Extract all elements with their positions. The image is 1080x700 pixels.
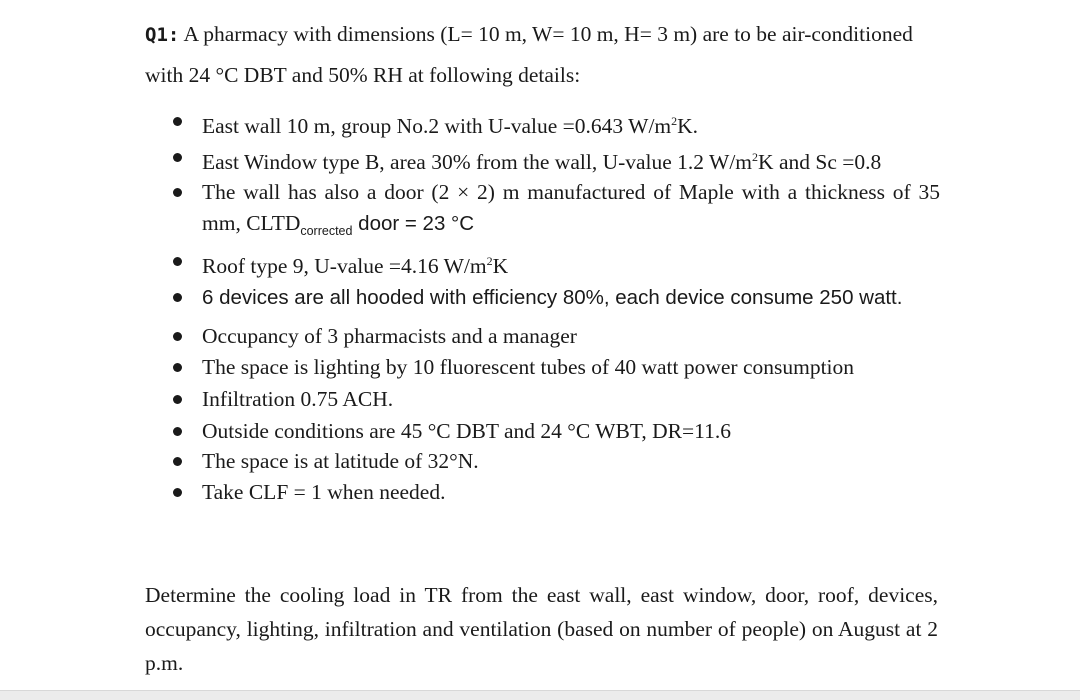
roof-text: Roof type 9, U-value =4.16 W/m [202, 254, 487, 278]
bullet-icon [173, 117, 182, 126]
bullet-icon [173, 257, 182, 266]
bullet-icon [173, 332, 182, 341]
roof-exponent: 2 [486, 254, 493, 268]
bullet-icon [173, 188, 182, 197]
bullet-icon [173, 488, 182, 497]
outside-conditions-text: Outside conditions are 45 °C DBT and 24 °C WBT, DR=11.6 [202, 418, 731, 443]
list-item-east-wall [170, 106, 940, 142]
list-item-devices [170, 282, 940, 314]
occupancy-text: Occupancy of 3 pharmacists and a manager [202, 324, 577, 348]
question-text: A pharmacy with dimensions (L= 10 m, W= 10 m, H= 3 m) are to be air-conditioned with 24 °C DBT and 50% RH at following details: [145, 22, 913, 87]
infiltration-text: Infiltration 0.75 ACH. [202, 387, 394, 411]
details-list [170, 106, 940, 507]
door-text: The wall has also a door (2 × 2) m manufactured of Maple with a thickness of 35 mm, CLTD [202, 180, 940, 235]
east-window-exponent: 2 [752, 149, 759, 164]
clf-text: Take CLF = 1 when needed. [202, 479, 446, 504]
east-window-text: East Window type B, area 30% from the wall, U-value 1.2 W/m [202, 149, 753, 174]
bullet-icon [173, 427, 182, 436]
lighting-text: The space is lighting by 10 fluorescent tubes of 40 watt power consumption [202, 354, 855, 379]
east-wall-unit: K. [677, 114, 699, 138]
east-wall-text: East wall 10 m, group No.2 with U-value =0.643 W/m [202, 114, 672, 138]
east-wall-exponent: 2 [671, 114, 678, 128]
bullet-icon [173, 293, 182, 302]
bullet-icon [173, 363, 182, 372]
list-item-latitude [170, 446, 940, 477]
list-item-east-window [170, 142, 940, 178]
door-subscript: corrected [300, 223, 353, 238]
list-item-clf [170, 477, 940, 508]
east-window-unit: K and Sc =0.8 [758, 149, 882, 174]
question-label: Q1: [145, 24, 180, 46]
roof-unit: K [492, 254, 509, 278]
list-item-door [170, 177, 940, 246]
question-intro [145, 14, 945, 95]
bullet-icon [173, 153, 182, 162]
bullet-icon [173, 457, 182, 466]
list-item-lighting [170, 352, 940, 383]
list-item-roof [170, 246, 940, 282]
question-task: Determine the cooling load in TR from the east wall, east window, door, roof, devices, occupancy, lighting, infiltration and ventilation (based on number of people) on August at 2 p.m. [145, 583, 938, 675]
devices-text: 6 devices are all hooded with efficiency 80%, each device consume 250 watt. [202, 285, 903, 309]
list-item-outside-conditions [170, 416, 940, 447]
bullet-icon [173, 395, 182, 404]
latitude-text: The space is at latitude of 32°N. [202, 449, 479, 473]
list-item-occupancy [170, 321, 940, 352]
list-item-infiltration [170, 384, 940, 415]
door-cltd-value: door = 23 °C [352, 211, 475, 235]
